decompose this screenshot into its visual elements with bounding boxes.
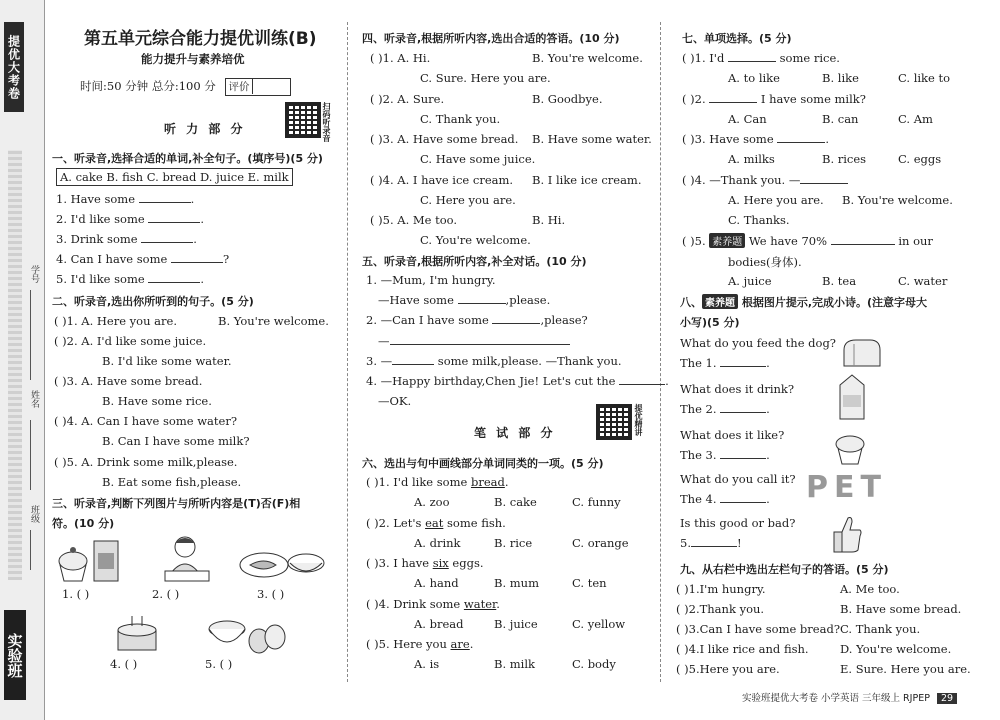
- option-c: C. like to: [898, 71, 951, 85]
- poem-text: The 3.: [680, 448, 717, 462]
- right-option: B. Have some bread.: [840, 602, 962, 616]
- sentence-text: Drink some: [393, 597, 464, 611]
- part6-item: [366, 556, 484, 570]
- girl-eating-picture: [157, 533, 217, 583]
- part4-heading: 四、听录音,根据所听内容,选出合适的答语。(10 分): [362, 32, 620, 45]
- option-c: C. Have some juice.: [420, 152, 536, 166]
- part2-heading: 二、听录音,选出你所听到的句子。(5 分): [52, 295, 254, 308]
- answer-bracket[interactable]: ( )3.: [370, 132, 394, 146]
- answer-blank[interactable]: [720, 458, 766, 459]
- poem-answer: The 1. .: [680, 356, 770, 370]
- answer-bracket[interactable]: ( )2.: [366, 516, 390, 530]
- dialogue-text: 3. —: [366, 354, 393, 368]
- part7-item: [682, 132, 829, 146]
- option-c: C. Am: [898, 112, 933, 126]
- option-b: B. can: [822, 112, 859, 126]
- item-end: .: [193, 232, 197, 246]
- option-b: B. Have some rice.: [102, 394, 212, 408]
- option-b: B. rices: [822, 152, 867, 166]
- option-a: A. Can: [728, 112, 767, 126]
- question-text: I'd: [709, 51, 725, 65]
- right-option: D. You're welcome.: [840, 642, 952, 656]
- rice-eggs-picture: [207, 615, 287, 655]
- option-c: C. water: [898, 274, 948, 288]
- answer-bracket[interactable]: ( )2.: [54, 334, 78, 348]
- option-c: C. Here you are.: [420, 193, 516, 207]
- sentence-text: Let's: [393, 516, 426, 530]
- answer-blank[interactable]: [148, 282, 200, 283]
- part9-item: [676, 622, 840, 636]
- answer-blank[interactable]: [458, 303, 506, 304]
- poem-answer: The 4. .: [680, 492, 770, 506]
- option-a: A. bread: [414, 617, 464, 631]
- poem-text: The 2.: [680, 402, 717, 416]
- question-text: —Thank you. —: [709, 173, 801, 187]
- part7-item: [682, 92, 866, 106]
- answer-bracket[interactable]: ( )4.: [370, 173, 394, 187]
- option-c: C. eggs: [898, 152, 942, 166]
- option-b: B. I'd like some water.: [102, 354, 232, 368]
- right-option: C. Thank you.: [840, 622, 921, 636]
- answer-bracket[interactable]: ( )1.: [676, 582, 700, 596]
- part3-heading: 三、听录音,判断下列图片与所听内容是(T)否(F)相: [52, 497, 301, 510]
- answer-blank[interactable]: [691, 546, 737, 547]
- column-middle: [362, 0, 669, 690]
- picture-answer-4[interactable]: 4. ( ): [110, 657, 138, 671]
- option-a: A. Hi.: [397, 51, 431, 65]
- part5-heading: 五、听录音,根据所听内容,补全对话。(10 分): [362, 255, 587, 268]
- page-number: 29: [937, 693, 957, 704]
- picture-answer-2[interactable]: 2. ( ): [152, 587, 180, 601]
- part6-item: [366, 597, 500, 611]
- listening-section-title: 听 力 部 分: [164, 122, 246, 136]
- option-b: B. I like ice cream.: [532, 173, 642, 187]
- literacy-tag: 素养题: [702, 294, 738, 309]
- item-end: .: [200, 272, 204, 286]
- item-text: 1. Have some: [56, 192, 136, 206]
- part9-item: [676, 642, 809, 656]
- poem-text: !: [736, 536, 742, 550]
- picture-answer-1[interactable]: 1. ( ): [62, 587, 90, 601]
- question-text: I have some milk?: [760, 92, 866, 106]
- sentence-text: Here you: [393, 637, 451, 651]
- name-line: [30, 420, 31, 490]
- item-text: 3. Drink some: [56, 232, 138, 246]
- sentence-text: some fish.: [443, 516, 506, 530]
- answer-blank[interactable]: [392, 364, 434, 365]
- option-a: A. Drink some milk,please.: [81, 455, 238, 469]
- qr-code-icon[interactable]: [596, 404, 632, 440]
- brand-logo-bottom: 实验班: [4, 610, 26, 700]
- dialogue-line: [378, 334, 570, 348]
- part2-item: [54, 334, 206, 348]
- option-c: C. yellow: [572, 617, 626, 631]
- thumbs-up-icon: [828, 514, 864, 554]
- poem-answer: The 2. .: [680, 402, 770, 416]
- milk-carton-picture: [834, 373, 870, 421]
- option-c: C. ten: [572, 576, 607, 590]
- poem-answer: [680, 536, 742, 550]
- answer-blank[interactable]: [709, 102, 757, 103]
- answer-bracket[interactable]: ( )2.: [676, 602, 700, 616]
- written-section-title: 笔 试 部 分: [474, 426, 556, 440]
- option-a: A. to like: [728, 71, 780, 85]
- footer: [742, 690, 957, 704]
- option-c: C. Thank you.: [420, 112, 501, 126]
- dialogue-line: [366, 374, 669, 388]
- answer-blank[interactable]: [728, 61, 776, 62]
- underlined-word: six: [432, 556, 449, 570]
- item-end: ?: [222, 252, 230, 266]
- part1-item: [56, 272, 204, 286]
- page-subtitle: 能力提升与素养培优: [137, 51, 249, 67]
- pet-letters-picture: PET: [806, 470, 887, 505]
- part1-item: [56, 212, 204, 226]
- answer-bracket[interactable]: ( )4.: [676, 642, 700, 656]
- qr-label: 扫码听录音: [322, 102, 332, 142]
- answer-bracket[interactable]: ( )3.: [366, 556, 390, 570]
- heading-text: 根据图片提示,完成小诗。(注意字母大: [738, 296, 928, 309]
- option-a: A. zoo: [414, 495, 450, 509]
- underlined-word: eat: [425, 516, 444, 530]
- word-bank: A. cake B. fish C. bread D. juice E. milk: [56, 168, 293, 186]
- part8-heading: [680, 294, 927, 310]
- answer-blank[interactable]: [720, 502, 766, 503]
- qr-code-icon[interactable]: [285, 102, 321, 138]
- part6-item: [366, 637, 473, 651]
- answer-blank[interactable]: [390, 344, 570, 345]
- part8-heading-line2: 小写)(5 分): [680, 316, 740, 329]
- dialogue-text: 4. —Happy birthday,Chen Jie! Let's cut the: [366, 374, 616, 388]
- heading-text: 八、: [680, 296, 702, 309]
- dialogue-text: 2. —Can I have some: [366, 313, 489, 327]
- answer-bracket[interactable]: ( )5.: [682, 234, 706, 248]
- dialogue-text: —Have some: [378, 293, 454, 307]
- part1-heading: 一、听录音,选择合适的单词,补全句子。(填序号)(5 分): [52, 152, 323, 165]
- option-c: C. orange: [572, 536, 629, 550]
- footer-text: 实验班提优大考卷 小学英语 三年级上 RJPEP: [742, 693, 930, 704]
- dialogue-line: —OK.: [378, 394, 412, 408]
- poem-answer: The 3. .: [680, 448, 770, 462]
- right-option: E. Sure. Here you are.: [840, 662, 971, 676]
- option-c: C. Sure. Here you are.: [420, 71, 551, 85]
- name-field: 姓名: [29, 390, 39, 408]
- column-divider: [660, 22, 661, 682]
- evaluation-box[interactable]: [225, 78, 291, 96]
- option-a: A. Have some bread.: [397, 132, 519, 146]
- answer-bracket[interactable]: ( )3.: [54, 374, 78, 388]
- sentence-text: I'd like some: [393, 475, 471, 489]
- part7-item: [682, 51, 840, 65]
- poem-question: What do you feed the dog?: [680, 336, 836, 350]
- answer-bracket[interactable]: ( )4.: [682, 173, 706, 187]
- dialogue-text: ,please?: [540, 313, 588, 327]
- answer-bracket[interactable]: ( )3.: [676, 622, 700, 636]
- option-c: C. body: [572, 657, 616, 671]
- option-b: B. mum: [494, 576, 539, 590]
- answer-bracket[interactable]: ( )1.: [370, 51, 394, 65]
- option-b: B. You're welcome.: [218, 314, 329, 328]
- answer-blank[interactable]: [141, 242, 193, 243]
- binding-spine: [0, 0, 45, 720]
- answer-bracket[interactable]: ( )2.: [370, 92, 394, 106]
- option-a: A. juice: [728, 274, 772, 288]
- part9-item: [676, 602, 764, 616]
- part2-item: [54, 314, 177, 328]
- part9-item: [676, 662, 780, 676]
- poem-question: What do you call it?: [680, 472, 796, 486]
- fish-rice-picture: [238, 545, 328, 583]
- answer-blank[interactable]: [800, 183, 848, 184]
- dialogue-text: some milk,please. —Thank you.: [437, 354, 622, 368]
- dialogue-text: —: [378, 334, 390, 348]
- cupcake-juice-picture: [54, 535, 124, 583]
- item-end: .: [200, 212, 204, 226]
- option-a: A. milks: [728, 152, 775, 166]
- birthday-cake-picture: [112, 610, 162, 655]
- item-text: 5. I'd like some: [56, 272, 145, 286]
- bread-picture: [840, 336, 882, 372]
- option-a: A. Here you are.: [81, 314, 177, 328]
- item-text: 4. Can I have some: [56, 252, 168, 266]
- brand-logo-top: 提优大考卷: [4, 22, 24, 112]
- sentence-text: .: [496, 597, 500, 611]
- part4-item: [370, 213, 457, 227]
- option-a: A. Can I have some water?: [81, 414, 237, 428]
- option-a: A. hand: [414, 576, 459, 590]
- part7-heading: 七、单项选择。(5 分): [682, 32, 792, 45]
- underlined-word: bread: [470, 475, 505, 489]
- dialogue-text: .: [665, 374, 669, 388]
- underlined-word: water: [463, 597, 497, 611]
- class-field: 班级: [29, 505, 39, 523]
- option-a: A. Me too.: [397, 213, 458, 227]
- dialogue-line: [366, 313, 588, 327]
- part2-item: [54, 414, 237, 428]
- answer-bracket[interactable]: ( )4.: [54, 414, 78, 428]
- option-b: B. rice: [494, 536, 533, 550]
- poem-text: The 4.: [680, 492, 717, 506]
- picture-answer-5[interactable]: 5. ( ): [205, 657, 233, 671]
- option-c: C. You're welcome.: [420, 233, 531, 247]
- question-text: Have some: [709, 132, 774, 146]
- option-b: B. milk: [494, 657, 535, 671]
- option-a: A. Have some bread.: [81, 374, 203, 388]
- dialogue-line: [378, 293, 550, 307]
- question-text: some rice.: [779, 51, 840, 65]
- option-a: A. I have ice cream.: [397, 173, 514, 187]
- part4-item: [370, 92, 444, 106]
- part4-item: [370, 173, 513, 187]
- part1-item: [56, 192, 194, 206]
- student-id-line: [30, 290, 31, 380]
- answer-blank[interactable]: [720, 412, 766, 413]
- qr-label: 提优精讲: [634, 404, 644, 436]
- option-b: B. Have some water.: [532, 132, 652, 146]
- answer-bracket[interactable]: ( )1.: [54, 314, 78, 328]
- part1-item: [56, 252, 229, 266]
- exam-info: [80, 78, 291, 96]
- evaluation-label: 评价: [228, 79, 253, 94]
- part4-item: [370, 132, 518, 146]
- answer-blank[interactable]: [831, 244, 895, 245]
- column-right: [672, 0, 972, 690]
- option-a: A. is: [414, 657, 440, 671]
- part3-heading-line2: 符。(10 分): [52, 517, 115, 530]
- picture-answer-3[interactable]: 3. ( ): [257, 587, 285, 601]
- answer-blank[interactable]: [171, 262, 223, 263]
- left-sentence: Here you are.: [699, 662, 780, 676]
- cupcake-picture: [832, 426, 868, 466]
- option-b: B. You're welcome.: [532, 51, 643, 65]
- part7-item: [682, 233, 933, 248]
- answer-bracket[interactable]: ( )5.: [366, 637, 390, 651]
- option-b: B. like: [822, 71, 859, 85]
- item-text: 2. I'd like some: [56, 212, 145, 226]
- answer-blank[interactable]: [148, 222, 200, 223]
- sentence-text: .: [469, 637, 474, 651]
- left-sentence: Can I have some bread?: [699, 622, 840, 636]
- question-text: .: [825, 132, 829, 146]
- answer-blank[interactable]: [139, 202, 191, 203]
- answer-blank[interactable]: [777, 142, 825, 143]
- part7-item: [682, 173, 848, 187]
- poem-text: The 1.: [680, 356, 717, 370]
- sentence-text: I have: [393, 556, 433, 570]
- left-sentence: I like rice and fish.: [699, 642, 809, 656]
- student-id-field: 学号: [29, 265, 39, 283]
- sentence-text: .: [504, 475, 509, 489]
- answer-bracket[interactable]: ( )1.: [366, 475, 390, 489]
- poem-text: 5.: [680, 536, 691, 550]
- option-b: B. cake: [494, 495, 537, 509]
- answer-blank[interactable]: [720, 366, 766, 367]
- part2-item: [54, 374, 202, 388]
- part1-item: [56, 232, 197, 246]
- question-text: in our: [898, 234, 933, 248]
- dialogue-line: 1. —Mum, I'm hungry.: [366, 273, 496, 287]
- poem-question: What does it drink?: [680, 382, 795, 396]
- left-sentence: I'm hungry.: [699, 582, 766, 596]
- option-a: A. Sure.: [397, 92, 445, 106]
- answer-bracket[interactable]: ( )2.: [682, 92, 706, 106]
- option-c: C. funny: [572, 495, 621, 509]
- part9-item: [676, 582, 766, 596]
- option-b: B. Eat some fish,please.: [102, 475, 242, 489]
- literacy-tag: 素养题: [709, 233, 745, 248]
- part6-item: [366, 475, 509, 489]
- option-b: B. tea: [822, 274, 857, 288]
- right-option: A. Me too.: [840, 582, 900, 596]
- dialogue-text: ,please.: [505, 293, 551, 307]
- class-line: [30, 530, 31, 570]
- option-b: B. Goodbye.: [532, 92, 603, 106]
- sentence-text: eggs.: [448, 556, 484, 570]
- option-b: B. Can I have some milk?: [102, 434, 250, 448]
- answer-bracket[interactable]: ( )5.: [370, 213, 394, 227]
- question-text: bodies(身体).: [728, 255, 802, 269]
- poem-question: Is this good or bad?: [680, 516, 796, 530]
- dialogue-line: [366, 354, 622, 368]
- answer-bracket[interactable]: ( )4.: [366, 597, 390, 611]
- spine-stripe: [8, 150, 22, 580]
- column-divider: [347, 22, 348, 682]
- part4-item: [370, 51, 430, 65]
- part6-heading: 六、选出与句中画线部分单词同类的一项。(5 分): [362, 457, 604, 470]
- option-b: B. You're welcome.: [842, 193, 953, 207]
- left-sentence: Thank you.: [699, 602, 765, 616]
- option-a: A. I'd like some juice.: [81, 334, 207, 348]
- answer-blank[interactable]: [619, 384, 665, 385]
- underlined-word: are: [450, 637, 470, 651]
- answer-bracket[interactable]: ( )5.: [676, 662, 700, 676]
- answer-bracket[interactable]: ( )5.: [54, 455, 78, 469]
- item-end: .: [190, 192, 195, 206]
- option-b: B. Hi.: [532, 213, 566, 227]
- option-b: B. juice: [494, 617, 538, 631]
- column-left: [52, 0, 332, 690]
- time-score-text: 时间:50 分钟 总分:100 分: [80, 79, 216, 93]
- option-a: A. drink: [414, 536, 461, 550]
- part6-item: [366, 516, 506, 530]
- answer-bracket[interactable]: ( )3.: [682, 132, 706, 146]
- page-title: 第五单元综合能力提优训练(B): [84, 29, 317, 49]
- answer-bracket[interactable]: ( )1.: [682, 51, 706, 65]
- answer-blank[interactable]: [492, 323, 540, 324]
- poem-question: What does it like?: [680, 428, 785, 442]
- option-a: A. Here you are.: [728, 193, 824, 207]
- question-text: We have 70%: [748, 234, 828, 248]
- option-c: C. Thanks.: [728, 213, 790, 227]
- part9-heading: 九、从右栏中选出左栏句子的答语。(5 分): [680, 563, 889, 576]
- part2-item: [54, 455, 237, 469]
